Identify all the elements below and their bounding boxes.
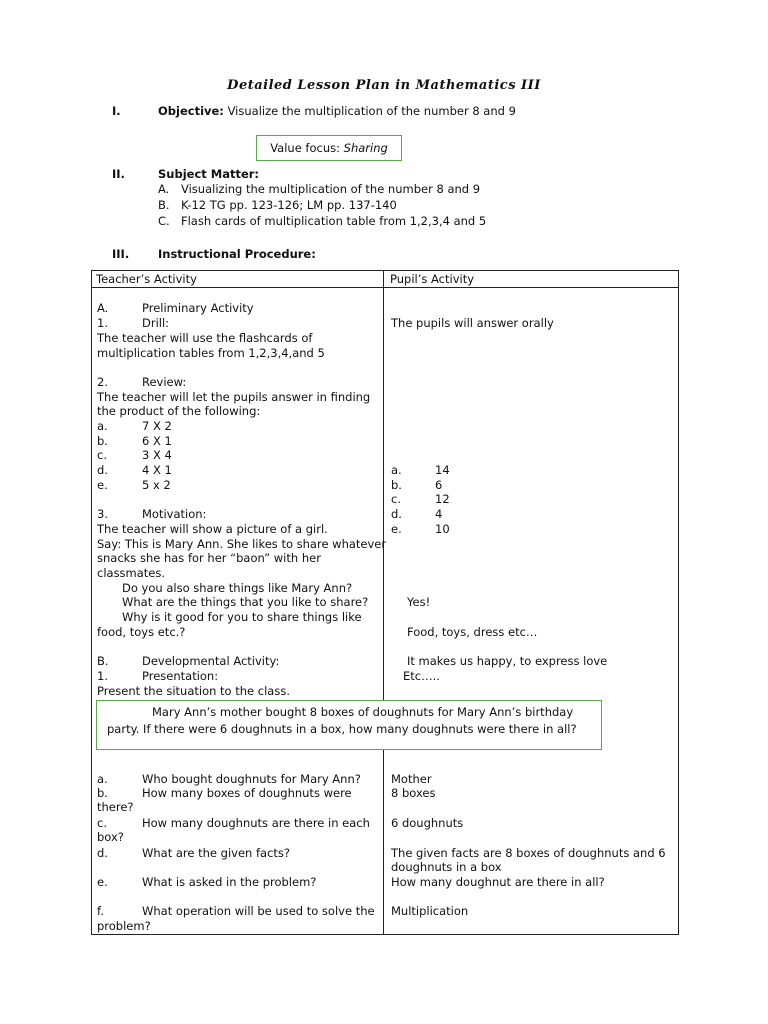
subject-item-a-letter: A. [158,182,170,196]
motivation-question: Why is it good for you to share things like [122,610,362,624]
review-item: 4 X 1 [142,463,172,477]
review-item-letter: b. [97,434,108,448]
question-letter: a. [97,772,108,786]
word-problem-line: Mary Ann’s mother bought 8 boxes of doughnuts for Mary Ann’s birthday [152,705,574,719]
procedure-number: III. [112,247,130,261]
pupil-review-answer: 10 [435,522,450,536]
review-item-letter: e. [97,478,108,492]
pupil-review-answer: 4 [435,507,443,521]
review-item-letter: d. [97,463,108,477]
question-letter: f. [97,904,104,918]
teacher-column-header: Teacher’s Activity [96,272,197,286]
value-focus-value: Sharing [343,141,388,155]
subject-matter-label: Subject Matter: [158,167,260,181]
value-focus-box [256,135,402,161]
word-problem-line: party. If there were 6 doughnuts in a box, how many doughnuts were there in all? [107,722,577,736]
question-letter: d. [97,846,108,860]
question-letter: b. [97,786,108,800]
pupil-why-answer: It makes us happy, to express love [407,654,608,668]
pupil-answer-letter: e. [391,522,402,536]
table-header-divider [91,287,679,288]
presentation-text: Present the situation to the class. [97,684,290,698]
objective-text: Visualize the multiplication of the number 8 and 9 [227,104,516,118]
pupil-drill-answer: The pupils will answer orally [391,316,554,330]
presentation-number: 1. [97,669,108,683]
objective-number: I. [112,104,121,118]
subject-item-c-text: Flash cards of multiplication table from 1,2,3,4 and 5 [181,214,487,228]
presentation-heading: Presentation: [142,669,219,683]
review-item: 5 x 2 [142,478,171,492]
motivation-line: snacks she has for her “baon” with her [97,551,321,565]
drill-text-line: multiplication tables from 1,2,3,4,and 5 [97,346,325,360]
pupil-share-answer: Food, toys, dress etc… [407,625,538,639]
pupil-answer-b: 8 boxes [391,786,436,800]
drill-number: 1. [97,316,108,330]
motivation-heading: Motivation: [142,507,207,521]
review-item-letter: a. [97,419,108,433]
drill-text-line: The teacher will use the flashcards of [97,331,313,345]
question-text: How many doughnuts are there in each [142,816,370,830]
objective-line [158,104,516,119]
subject-item-a-text: Visualizing the multiplication of the number 8 and 9 [181,182,481,196]
pupil-yes-answer: Yes! [407,595,431,609]
pupil-answer-letter: b. [391,478,402,492]
pupil-review-answer: 6 [435,478,443,492]
pupil-review-answer: 12 [435,492,450,506]
review-item: 7 X 2 [142,419,172,433]
motivation-question: What are the things that you like to share? [122,595,369,609]
developmental-letter: B. [97,654,109,668]
word-problem-box [96,700,602,750]
pupil-answer-letter: d. [391,507,402,521]
value-focus-label: Value focus: [270,141,340,155]
pupil-review-answer: 14 [435,463,450,477]
motivation-question: Do you also share things like Mary Ann? [122,581,353,595]
review-text-line: the product of the following: [97,404,261,418]
review-heading: Review: [142,375,187,389]
motivation-line: Say: This is Mary Ann. She likes to share whatever [97,537,387,551]
document-title: Detailed Lesson Plan in Mathematics III [227,78,541,93]
pupil-answer-letter: c. [391,492,401,506]
subject-matter-number: II. [112,167,125,181]
pupil-answer-f: Multiplication [391,904,469,918]
review-item: 6 X 1 [142,434,172,448]
question-text: What is asked in the problem? [142,875,317,889]
review-number: 2. [97,375,108,389]
pupil-why-answer-cont: Etc….. [403,669,440,683]
motivation-line: The teacher will show a picture of a girl. [97,522,328,536]
pupil-answer-e: How many doughnut are there in all? [391,875,605,889]
question-text-wrap: problem? [97,919,151,933]
question-text: What are the given facts? [142,846,290,860]
question-text: Who bought doughnuts for Mary Ann? [142,772,361,786]
review-item: 3 X 4 [142,448,172,462]
review-text-line: The teacher will let the pupils answer in finding [97,390,371,404]
question-letter: c. [97,816,107,830]
table-column-divider [383,270,384,935]
subject-item-b-text: K-12 TG pp. 123-126; LM pp. 137-140 [181,198,397,212]
question-text: What operation will be used to solve the [142,904,375,918]
procedure-label: Instructional Procedure: [158,247,316,261]
pupil-answer-letter: a. [391,463,402,477]
subject-item-b-letter: B. [158,198,170,212]
prelim-letter: A. [97,301,109,315]
motivation-line: classmates. [97,566,166,580]
motivation-question: food, toys etc.? [97,625,186,639]
question-text: How many boxes of doughnuts were [142,786,352,800]
developmental-heading: Developmental Activity: [142,654,280,668]
pupil-answer-d-cont: doughnuts in a box [391,860,502,874]
pupil-answer-c: 6 doughnuts [391,816,464,830]
pupil-column-header: Pupil’s Activity [390,272,475,286]
pupil-answer-d: The given facts are 8 boxes of doughnuts and 6 [391,846,666,860]
drill-heading: Drill: [142,316,170,330]
subject-item-c-letter: C. [158,214,170,228]
objective-label: Objective: [158,104,224,118]
question-letter: e. [97,875,108,889]
question-text-wrap: there? [97,800,134,814]
review-item-letter: c. [97,448,107,462]
question-text-wrap: box? [97,830,124,844]
motivation-number: 3. [97,507,108,521]
prelim-heading: Preliminary Activity [142,301,254,315]
pupil-answer-a: Mother [391,772,432,786]
